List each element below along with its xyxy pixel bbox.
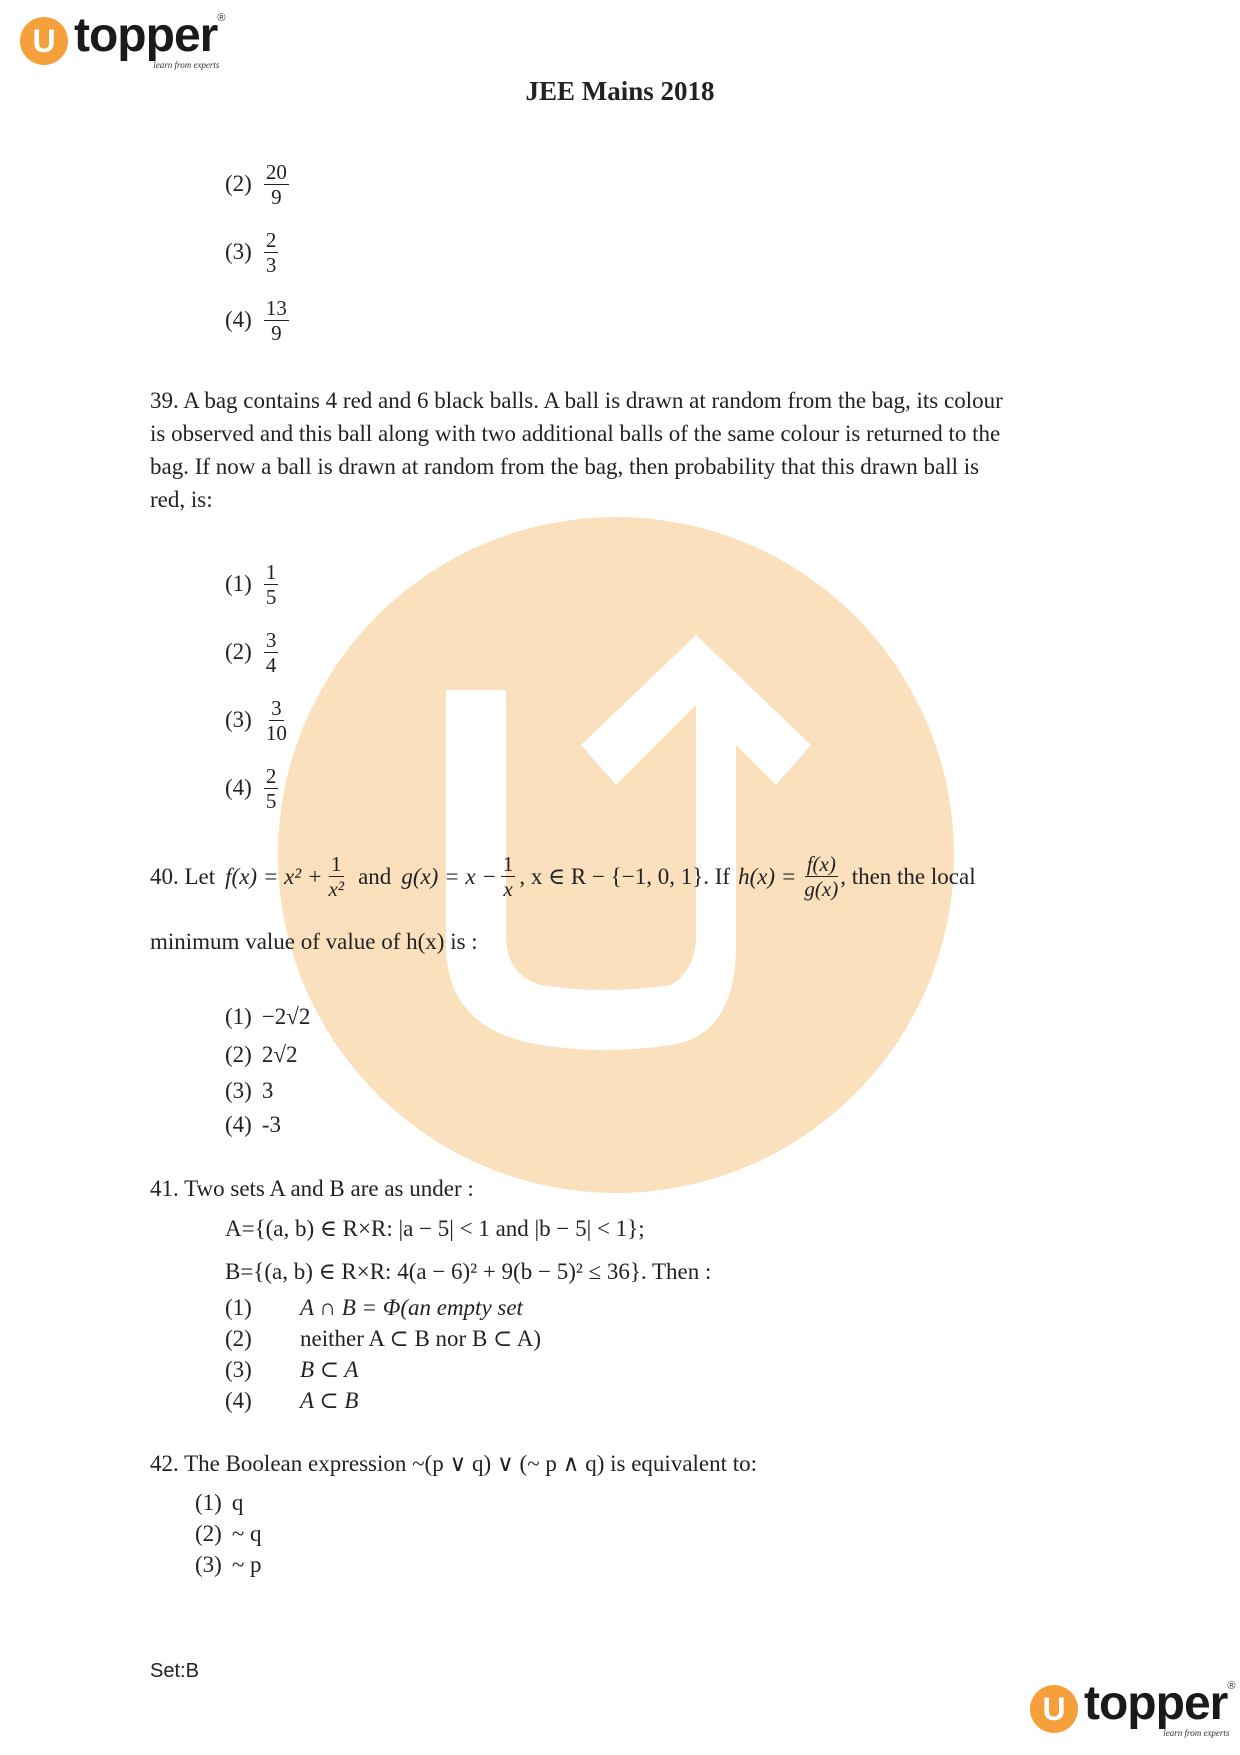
q39-options <box>225 550 289 822</box>
brand-logo-bottom <box>1030 1677 1236 1738</box>
question-40-stem <box>150 852 1110 901</box>
q40-options <box>225 998 310 1142</box>
fraction <box>264 560 279 609</box>
denominator: 3 <box>265 252 277 277</box>
option-text: B ⊂ A <box>300 1356 359 1382</box>
fraction <box>264 296 289 345</box>
numerator: 13 <box>265 295 287 320</box>
option-item <box>225 1036 310 1074</box>
question-40-line2: minimum value of value of h(x) is : <box>150 929 478 954</box>
denominator: 10 <box>265 720 287 745</box>
denominator: 9 <box>271 320 282 345</box>
option-item <box>225 754 289 822</box>
q41-set-b: B={(a, b) ∈ R×R: 4(a − 6)² + 9(b − 5)² ≤ 36}. Then : <box>225 1259 712 1284</box>
q41-set-a: A={(a, b) ∈ R×R: |a − 5| < 1 and |b − 5| < 1}; <box>225 1216 645 1241</box>
set-label: Set:B <box>150 1660 199 1682</box>
option-label: (2) <box>225 639 252 664</box>
option-label: (2) <box>225 1325 252 1351</box>
question-line: 39. A bag contains 4 red and 6 black balls. A ball is drawn at random from the bag, its colour <box>150 388 1003 413</box>
q41-options <box>225 1292 541 1416</box>
denominator: g(x) <box>804 877 839 901</box>
option-text: q <box>231 1489 244 1515</box>
option-item <box>225 1323 541 1354</box>
q38-options <box>225 150 289 354</box>
question-39-stem <box>150 384 1100 516</box>
question-42-stem: 42. The Boolean expression ~(p ∨ q) ∨ (~ p ∧ q) is equivalent to: <box>150 1451 758 1476</box>
q40-f-lhs: f(x) = x² + <box>225 864 323 889</box>
numerator: f(x) <box>806 852 836 876</box>
fraction <box>501 852 516 901</box>
option-item <box>225 550 289 618</box>
option-label: (4) <box>225 775 252 800</box>
option-item <box>225 286 289 354</box>
fraction <box>802 852 840 901</box>
q40-g-lhs: g(x) = x − <box>401 864 497 889</box>
denominator: x² <box>328 877 345 901</box>
denominator: 4 <box>265 652 277 677</box>
brand-tagline: learn from experts <box>153 60 220 70</box>
brand-badge-icon: U <box>1030 1685 1078 1733</box>
option-label: (4) <box>225 1112 252 1137</box>
question-41-stem: 41. Two sets A and B are as under : <box>150 1176 474 1201</box>
option-item <box>225 618 289 686</box>
option-text: 3 <box>261 1078 274 1103</box>
brand-logo-top <box>20 9 226 70</box>
option-item <box>225 218 289 286</box>
option-text: A ⊂ B <box>300 1387 359 1413</box>
option-label: (3) <box>225 1356 252 1382</box>
question-line: red, is: <box>150 487 213 512</box>
option-item <box>195 1549 262 1580</box>
option-text: ~ q <box>231 1520 262 1546</box>
option-text: -3 <box>261 1112 281 1137</box>
option-label: (3) <box>195 1551 222 1577</box>
q42-options <box>195 1487 262 1580</box>
option-label: (3) <box>225 707 252 732</box>
numerator: 2 <box>265 763 277 788</box>
option-item <box>225 1354 541 1385</box>
q40-prefix: 40. Let <box>150 864 216 889</box>
fraction <box>264 764 279 813</box>
option-label: (2) <box>225 1042 252 1067</box>
brand-badge-icon: U <box>20 17 68 65</box>
option-label: (3) <box>225 239 252 264</box>
question-line: is observed and this ball along with two additional balls of the same colour is returned to the <box>150 421 1001 446</box>
option-label: (1) <box>225 1294 252 1320</box>
registered-mark: ® <box>217 12 226 24</box>
denominator: 9 <box>271 184 282 209</box>
fraction <box>264 628 279 677</box>
option-label: (4) <box>225 1387 252 1413</box>
brand-wordmark: topper <box>1084 1677 1228 1730</box>
option-label: (2) <box>225 171 252 196</box>
numerator: 1 <box>331 852 342 876</box>
q40-h-lhs: h(x) = <box>738 864 797 889</box>
denominator: 5 <box>265 788 277 813</box>
q40-suffix: , then the local <box>840 864 976 889</box>
numerator: 20 <box>265 159 287 184</box>
option-item <box>225 1385 541 1416</box>
denominator: x <box>503 877 513 901</box>
option-text: neither A ⊂ B nor B ⊂ A) <box>300 1325 542 1351</box>
option-item <box>225 686 289 754</box>
option-text: ~ p <box>231 1551 262 1577</box>
option-text: 2√2 <box>261 1042 298 1067</box>
page-title: JEE Mains 2018 <box>525 76 715 106</box>
brand-tagline: learn from experts <box>1163 1728 1230 1738</box>
q40-and: and <box>358 864 392 889</box>
option-item <box>225 998 310 1036</box>
question-line: bag. If now a ball is drawn at random from the bag, then probability that this drawn ball is <box>150 454 980 479</box>
brand-wordmark: topper <box>74 9 218 62</box>
option-label: (4) <box>225 307 252 332</box>
option-label: (2) <box>195 1520 222 1546</box>
option-item <box>225 1074 310 1108</box>
option-text: −2√2 <box>261 1004 311 1029</box>
option-item <box>225 1292 541 1323</box>
numerator: 1 <box>265 559 277 584</box>
denominator: 5 <box>265 584 277 609</box>
q40-domain: , x ∈ R − {−1, 0, 1}. If <box>519 864 731 889</box>
option-item <box>195 1487 262 1518</box>
fraction <box>264 696 289 745</box>
numerator: 3 <box>271 695 282 720</box>
registered-mark: ® <box>1227 1680 1236 1692</box>
option-item <box>195 1518 262 1549</box>
numerator: 3 <box>265 627 277 652</box>
option-text: A ∩ B = Φ(an empty set <box>300 1294 523 1320</box>
numerator: 2 <box>265 227 277 252</box>
option-label: (3) <box>225 1078 252 1103</box>
option-label: (1) <box>195 1489 222 1515</box>
option-item <box>225 150 289 218</box>
option-item <box>225 1108 310 1142</box>
fraction <box>264 160 289 209</box>
option-label: (1) <box>225 571 252 596</box>
fraction <box>326 852 346 901</box>
numerator: 1 <box>502 852 514 876</box>
fraction <box>264 228 279 277</box>
option-label: (1) <box>225 1004 252 1029</box>
